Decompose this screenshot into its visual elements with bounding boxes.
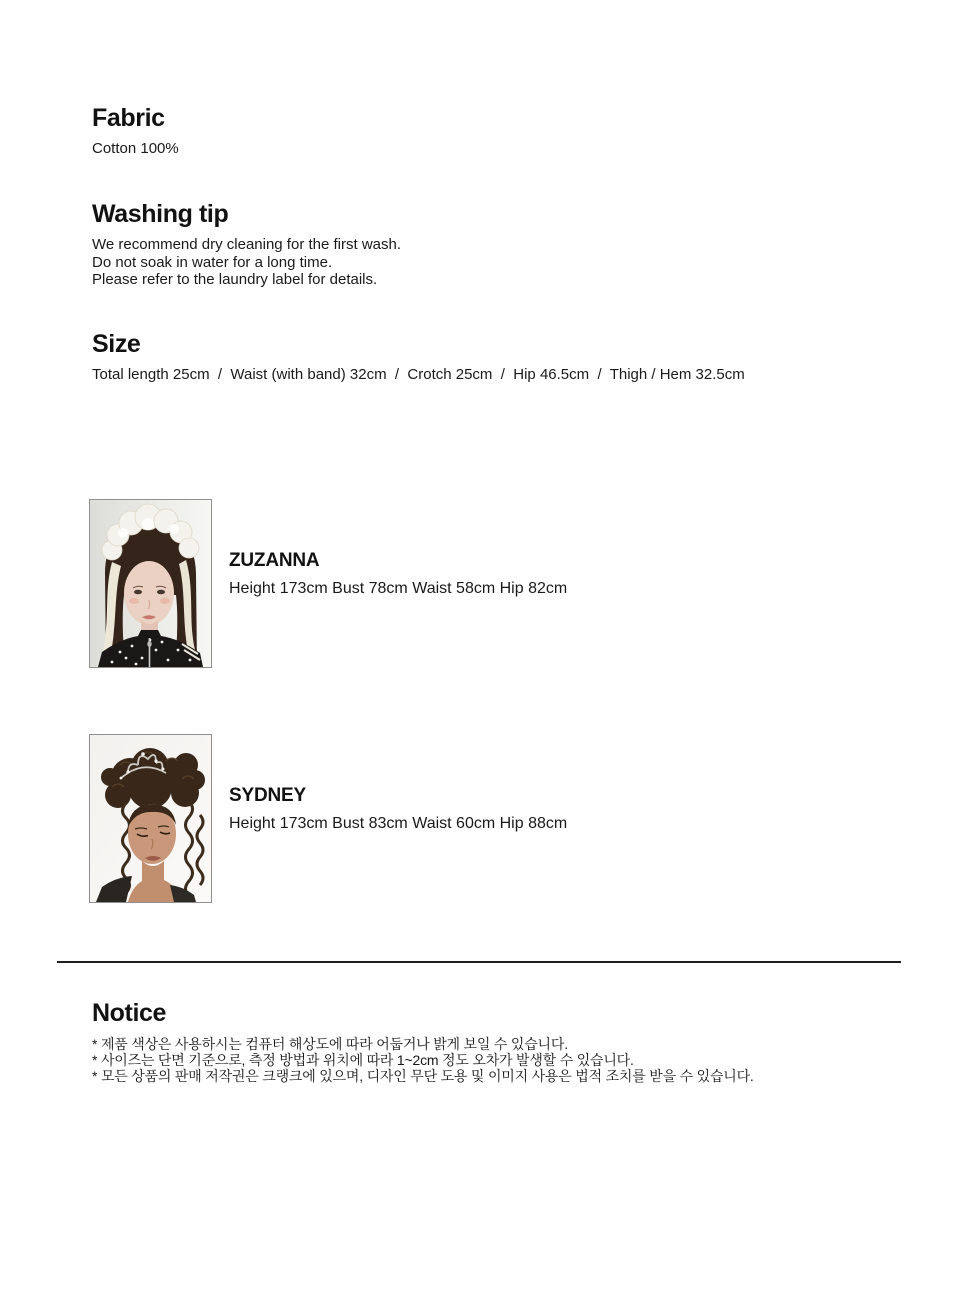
notice-line: * 사이즈는 단면 기준으로, 측정 방법과 위치에 따라 1~2cm 정도 오차가 발생할 수 있습니다. [92, 1052, 634, 1068]
notice-line: * 제품 색상은 사용하시는 컴퓨터 해상도에 따라 어둡거나 밝게 보일 수 있습니다. [92, 1036, 568, 1052]
model-info-sydney [229, 784, 567, 834]
notice-line: * 모든 상품의 판매 저작권은 크랭크에 있으며, 디자인 무단 도용 및 이미지 사용은 법적 조치를 받을 수 있습니다. [92, 1068, 754, 1084]
model-photo-sydney [89, 734, 212, 903]
fabric-section [92, 102, 179, 158]
portrait-sydney-illustration [90, 735, 211, 902]
model-name: ZUZANNA [229, 550, 320, 571]
size-title: Size [92, 330, 141, 358]
washing-tip-line: Please refer to the laundry label for details. [92, 271, 378, 288]
size-body: Total length 25cm / Waist (with band) 32cm / Crotch 25cm / Hip 46.5cm / Thigh / Hem 32.5cm [92, 366, 745, 383]
model-measurements: Height 173cm Bust 83cm Waist 60cm Hip 88cm [229, 815, 568, 832]
fabric-body: Cotton 100% [92, 140, 179, 157]
portrait-zuzanna-illustration [90, 500, 211, 667]
washing-tip-lines [92, 236, 401, 289]
model-info-zuzanna [229, 549, 567, 599]
notice-section [92, 997, 754, 1084]
model-card-sydney [89, 734, 869, 903]
washing-tip-line: We recommend dry cleaning for the first wash. [92, 236, 402, 253]
model-card-zuzanna [89, 499, 869, 668]
size-section [92, 328, 745, 384]
notice-title: Notice [92, 999, 167, 1027]
model-photo-zuzanna [89, 499, 212, 668]
washing-tip-line: Do not soak in water for a long time. [92, 253, 333, 271]
washing-tip-title: Washing tip [92, 200, 229, 228]
fabric-title: Fabric [92, 104, 165, 132]
section-divider [57, 961, 901, 963]
model-name: SYDNEY [229, 785, 306, 806]
notice-lines [92, 1036, 754, 1084]
model-measurements: Height 173cm Bust 78cm Waist 58cm Hip 82cm [229, 580, 568, 597]
washing-tip-section [92, 198, 401, 289]
